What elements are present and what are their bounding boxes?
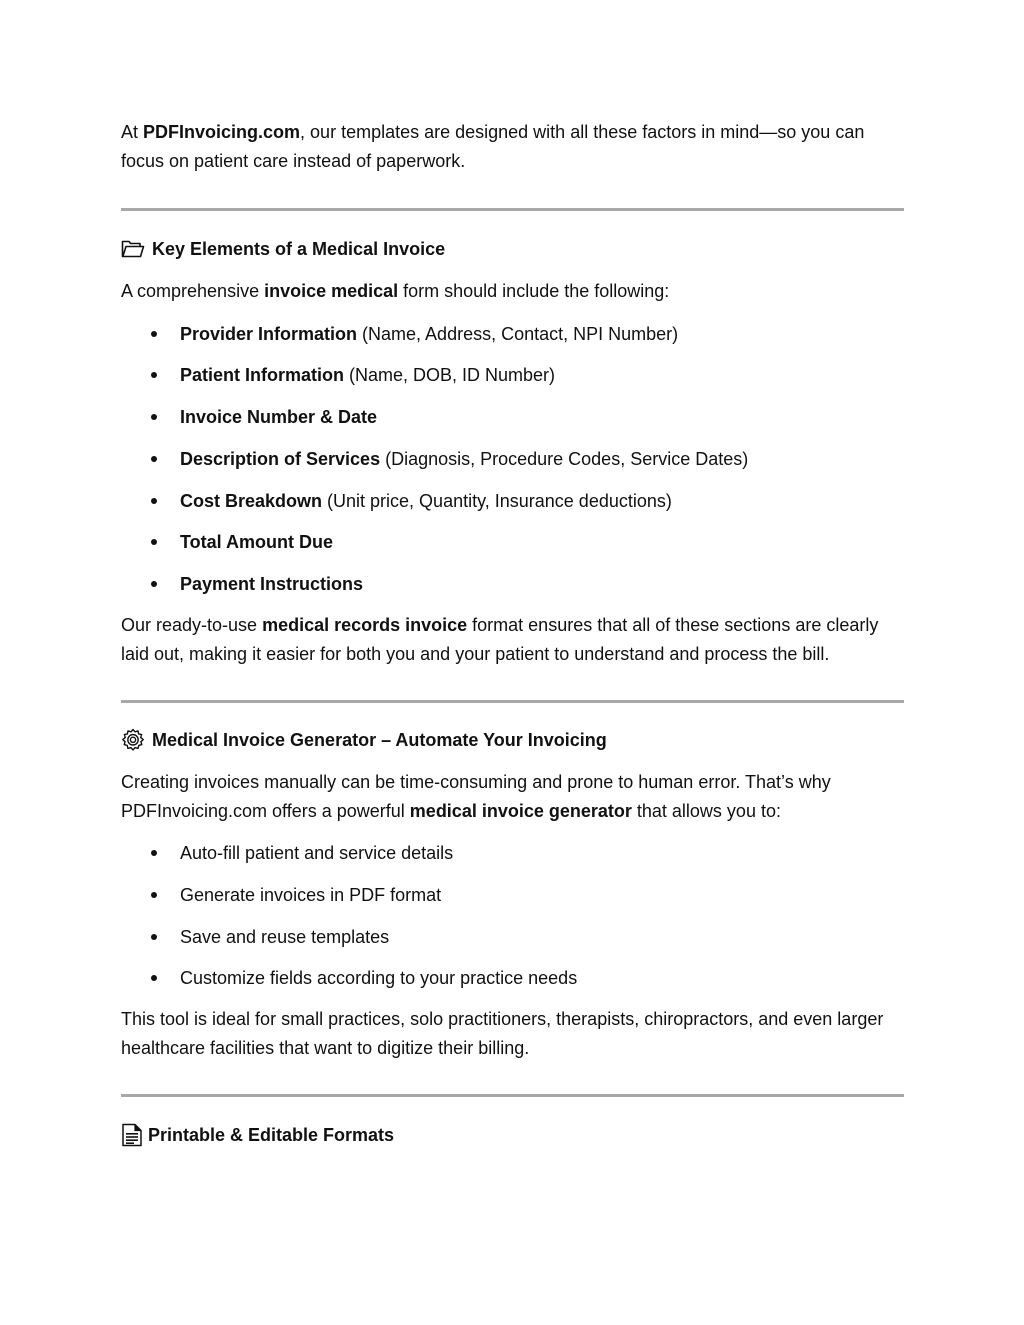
- section-heading-formats: [121, 1121, 904, 1149]
- intro-prefix: At: [121, 122, 144, 142]
- lead-prefix: A comprehensive: [121, 281, 265, 301]
- item-bold: Patient Information: [180, 365, 345, 386]
- key-elements-lead: [121, 277, 904, 306]
- key-elements-list: [121, 320, 904, 613]
- closing-suffix: format ensures that all of these sections are clearly laid out, making it easier for both you and your patient to understand and process the bill.: [121, 615, 879, 664]
- item-bold: Invoice Number & Date: [180, 407, 378, 428]
- lead-bold: invoice medical: [264, 281, 399, 301]
- item-bold: Description of Services: [180, 448, 381, 469]
- divider: [121, 208, 904, 211]
- folder-icon: [121, 236, 147, 262]
- item-text: Save and reuse templates: [180, 926, 390, 947]
- generator-lead: [121, 768, 881, 825]
- section-title: Key Elements of a Medical Invoice: [152, 239, 446, 259]
- section-title: Medical Invoice Generator – Automate Your Invoicing: [152, 730, 607, 751]
- section-heading-generator: [121, 726, 904, 754]
- list-item: [121, 361, 904, 403]
- item-bold: Payment Instructions: [180, 574, 364, 595]
- list-item: [121, 839, 904, 881]
- generator-closing: This tool is ideal for small practices, solo practitioners, therapists, chiropractors, and even larger healthcare facilities that want to digitize their billing.: [121, 1009, 884, 1058]
- lead-prefix: Creating invoices manually can be time-consuming and prone to human error. That’s why PDFInvoicing.com offers a powerful: [121, 772, 831, 821]
- item-rest: (Diagnosis, Procedure Codes, Service Dates): [380, 448, 749, 469]
- intro-rest: , our templates are designed with all these factors in mind—so you can focus on patient care instead of paperwork.: [121, 122, 865, 171]
- list-item: [121, 445, 904, 487]
- item-text: Generate invoices in PDF format: [180, 884, 442, 905]
- list-item: [121, 528, 904, 570]
- document-page: [121, 118, 904, 1149]
- document-icon: [121, 1122, 143, 1148]
- section-heading-key-elements: [121, 235, 904, 263]
- list-item: [121, 570, 904, 612]
- item-bold: Total Amount Due: [180, 532, 333, 553]
- lead-suffix: that allows you to:: [631, 800, 781, 821]
- intro-paragraph: [121, 118, 881, 175]
- key-elements-closing: [121, 611, 896, 668]
- closing-prefix: Our ready-to-use: [121, 615, 263, 636]
- list-item: [121, 923, 904, 965]
- list-item: [121, 403, 904, 445]
- list-item: [121, 320, 904, 362]
- gear-icon: [121, 727, 147, 753]
- lead-bold: medical invoice generator: [409, 800, 632, 821]
- lead-suffix: form should include the following:: [398, 281, 670, 301]
- list-item: [121, 964, 904, 1006]
- list-item: [121, 881, 904, 923]
- closing-bold: medical records invoice: [262, 615, 468, 636]
- item-rest: (Name, Address, Contact, NPI Number): [357, 323, 679, 344]
- section-title: Printable & Editable Formats: [148, 1125, 395, 1146]
- item-rest: (Unit price, Quantity, Insurance deductions): [322, 490, 672, 511]
- list-item: [121, 487, 904, 529]
- site-name: PDFInvoicing.com: [143, 122, 301, 142]
- divider: [121, 1094, 904, 1097]
- item-rest: (Name, DOB, ID Number): [344, 365, 556, 386]
- item-bold: Provider Information: [180, 323, 358, 344]
- item-text: Auto-fill patient and service details: [180, 843, 454, 864]
- generator-list: [121, 839, 904, 1006]
- item-text: Customize fields according to your practice needs: [180, 968, 578, 989]
- item-bold: Cost Breakdown: [180, 490, 323, 511]
- divider: [121, 700, 904, 703]
